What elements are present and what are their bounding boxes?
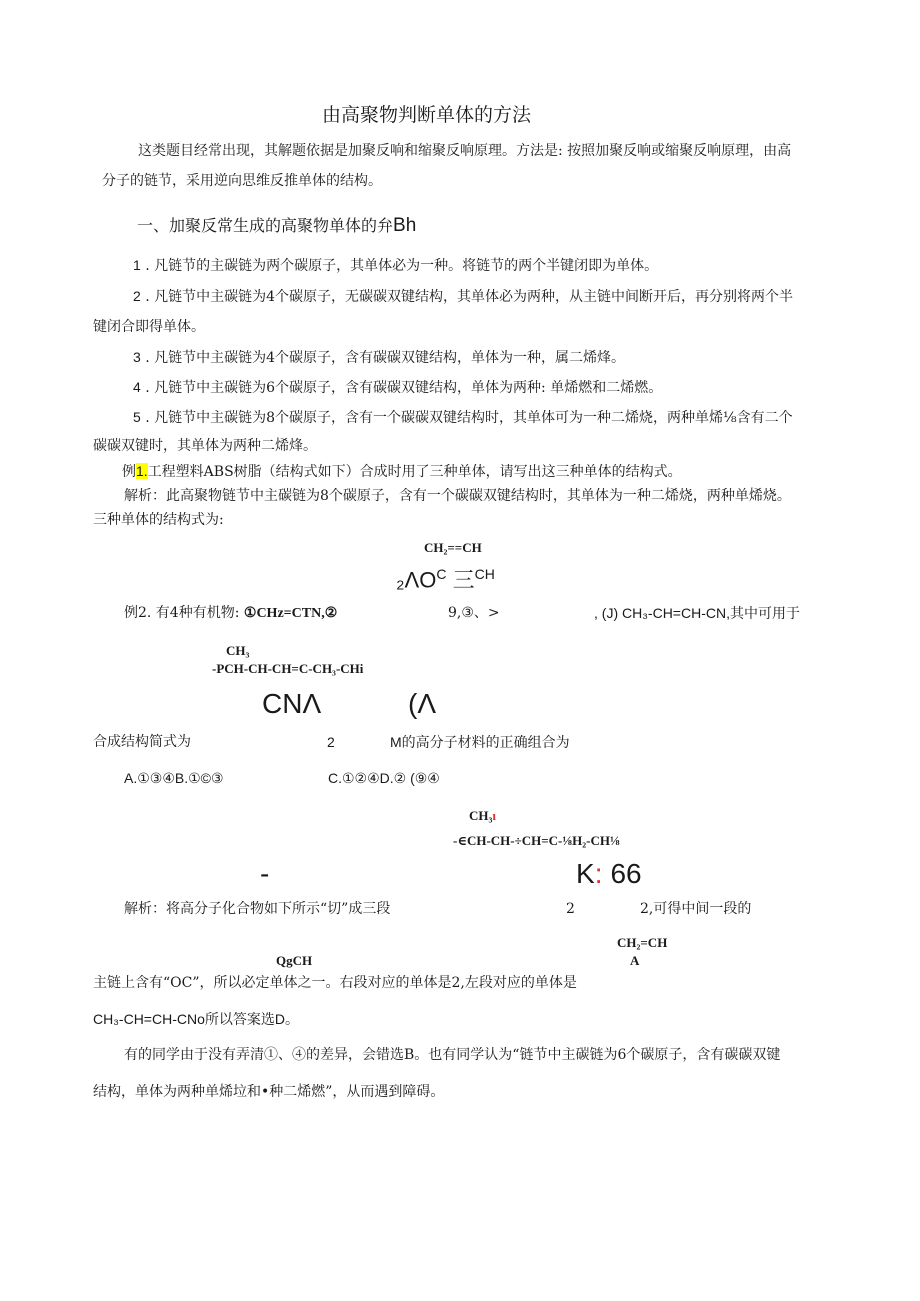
section-heading (137, 215, 416, 237)
question-line-2: 2 (327, 734, 335, 750)
example-2-text: 例2. 有4种有机物: (124, 605, 244, 621)
rule-text: . 凡链节中主碳链为8个碳原子，含有一个碳碳双键结构时，其单体可为一种二烯烧，两种单烯⅛含有二个 (140, 410, 793, 426)
rule-2-continued: 键闭合即得单体。 (93, 319, 205, 335)
rule-2 (133, 287, 793, 306)
example-1-text: 工程塑料ABS树脂（结构式如下）合成时用了三种单体，请写出这三种单体的结构式。 (147, 464, 682, 480)
struct-big-left: CNΛ (262, 688, 322, 719)
analysis-2-a: A (630, 953, 640, 968)
analysis-2-qgch: QgCH (276, 953, 313, 968)
rule-text: . 凡链节的主碳链为两个碳原子，其单体必为一种。将链节的两个半键闭即为单体。 (140, 258, 659, 274)
struct-chain: -PCH-CH-CH=C-CH₃-CHi (212, 661, 364, 676)
rule-1 (133, 256, 658, 275)
poly-mark: ı (492, 808, 497, 823)
monomer-formula-sup: C (436, 566, 447, 582)
section-heading-suffix: Bh (393, 215, 417, 236)
question-line-m: M的高分子材料的正确组合为 (390, 734, 570, 750)
monomer-formula-tail: CH (474, 566, 495, 582)
rule-number: 1 (133, 257, 141, 273)
example-1-prefix: 例 (122, 464, 136, 480)
example-1-number: 1. (136, 463, 148, 479)
rule-text: . 凡链节中主碳链为6个碳原子，含有碳碳双键结构，单体为两种: 单烯燃和二烯燃。 (140, 380, 663, 396)
rule-number: 2 (133, 288, 141, 304)
page-title: 由高聚物判断单体的方法 (322, 104, 532, 126)
analysis-2-line-2: 主链上含有“OC”，所以必定单体之一。右段对应的单体是2,左段对应的单体是 (93, 975, 577, 991)
poly-k-letter: K (576, 858, 595, 889)
poly-dash: - (260, 858, 270, 889)
rule-5-continued: 碳碳双键时，其单体为两种二烯烽。 (93, 438, 317, 454)
poly-ch3 (469, 807, 496, 825)
analysis-2-line-3: CH₃-CH=CH-CNo所以答案选D。 (93, 1011, 299, 1027)
poly-k-colon: : (594, 858, 603, 889)
analysis-2-num-a: 2 (566, 901, 575, 917)
struct-ch3: CH₃ (226, 643, 250, 658)
example-2-line (124, 604, 337, 623)
example-2-mid: 9,③、> (448, 605, 500, 621)
analysis-2-num-b: 2,可得中间一段的 (640, 901, 752, 917)
example-1 (122, 462, 682, 481)
analysis-2-line-1: 解析：将高分子化合物如下所示“切”成三段 (124, 901, 391, 917)
rule-number: 5 (133, 409, 141, 425)
analysis-2-ch2ch: CH₂=CH (617, 935, 668, 950)
example-2-items: ①CHz=CTN,② (243, 606, 338, 621)
rule-number: 4 (133, 379, 141, 395)
rule-4 (133, 378, 662, 397)
intro-line-1: 这类题目经常出现，其解题依据是加聚反响和缩聚反响原理。方法是: 按照加聚反响或缩聚反响原理，由高 (138, 143, 792, 159)
example-1-analysis-1: 解析：此高聚物链节中主碳链为8个碳原子，含有一个碳碳双键结构时，其单体为一种二烯烧，两种单烯烧。 (124, 488, 791, 504)
rule-text: . 凡链节中主碳链为4个碳原子，含有碳碳双键结构，单体为一种，属二烯烽。 (140, 350, 626, 366)
rule-number: 3 (133, 349, 141, 365)
section-heading-text: 一、加聚反常生成的高聚物单体的弁 (137, 216, 394, 235)
intro-line-2: 分子的链节，采用逆向思维反推单体的结构。 (102, 173, 382, 189)
rule-text: . 凡链节中主碳链为4个碳原子，无碳碳双键结构，其单体必为两种，从主链中间断开后，再分别将两个半 (140, 289, 794, 305)
monomer-formula-mid: 三 (446, 567, 475, 593)
analysis-2-para-2: 结构，单体为两种单烯垃和•种二烯燃”，从而遇到障碍。 (93, 1084, 445, 1100)
question-line: 合成结构简式为 (93, 734, 191, 750)
poly-k-label (576, 858, 642, 890)
poly-k-number: 66 (610, 858, 642, 889)
rule-3 (133, 348, 625, 367)
monomer-formula-prefix: ₂ΛO (396, 567, 437, 593)
rule-5 (133, 408, 793, 427)
options-ab: A.①③④B.①©③ (124, 770, 224, 786)
monomer-formula-main (396, 561, 495, 593)
poly-ch3-text: CH₃ (469, 808, 493, 823)
monomer-formula-top: CH₂==CH (424, 540, 482, 555)
poly-chain: -∈CH-CH-÷CH=C-⅛H₂-CH⅛ (453, 833, 620, 848)
example-1-analysis-2: 三种单体的结构式为: (93, 512, 224, 528)
analysis-2-para-1: 有的同学由于没有弄清①、④的差异，会错选B。也有同学认为“链节中主碳链为6个碳原子，含有碳碳双键 (124, 1047, 781, 1063)
struct-big-right: (Λ (408, 688, 437, 719)
example-2-tail: , (J) CH₃-CH=CH-CN,其中可用于 (594, 605, 800, 621)
options-cd: C.①②④D.② (⑨④ (328, 770, 440, 786)
